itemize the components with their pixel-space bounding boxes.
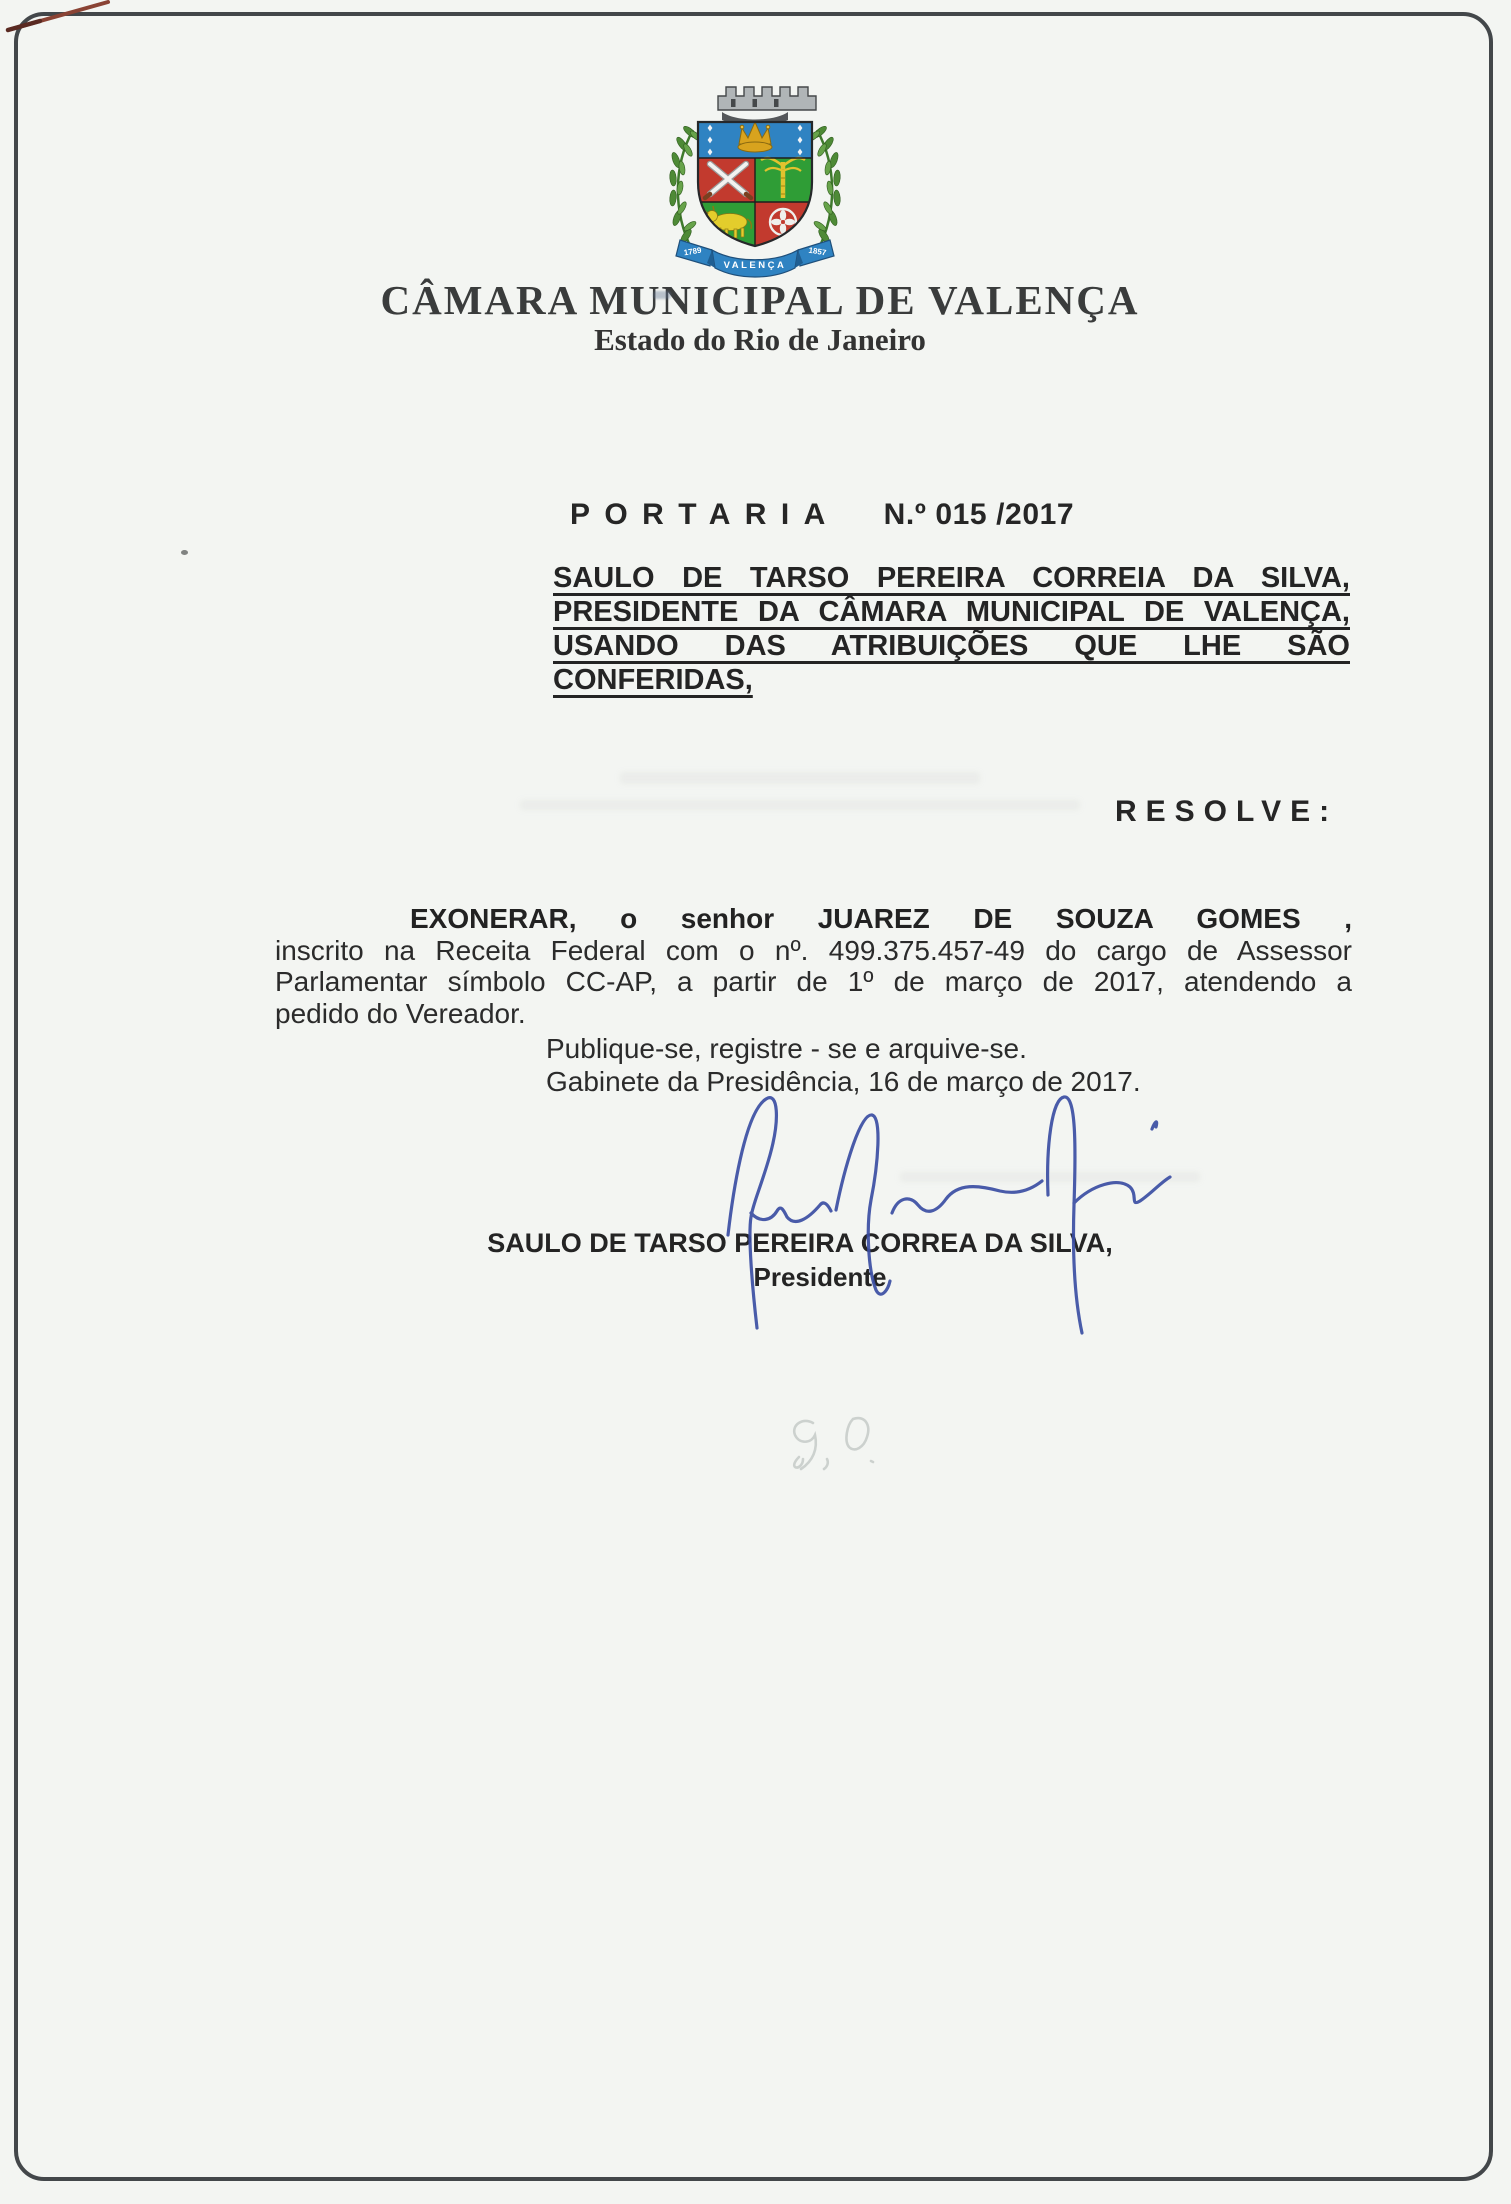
body-line: pedido do Vereador. [275,997,526,1029]
ribbon-year-right: 1857 [807,245,827,258]
publish-line: Publique-se, registre - se e arquive-se. [546,1033,1027,1064]
preamble-line: SAULO DE TARSO PEREIRA CORREIA DA SILVA, [553,562,1350,594]
preamble-paragraph [553,561,1350,697]
org-title: CÂMARA MUNICIPAL DE VALENÇA [380,277,1140,323]
bleed-through-smudge [620,772,980,784]
signer-title: Presidente [753,1262,887,1292]
body-line: EXONERAR, o senhor JUAREZ DE SOUZA GOMES , [410,903,1352,934]
cross-rosette [770,209,796,235]
body-line: Parlamentar símbolo CC-AP, a partir de 1º de março de 2017, atendendo a [275,966,1352,997]
preamble-line: PRESIDENTE DA CÂMARA MUNICIPAL DE VALENÇA, [553,596,1350,628]
signature-ink [640,1085,1200,1355]
org-subtitle: Estado do Rio de Janeiro [594,322,926,357]
corner-fold-mark [0,0,130,45]
shield [698,119,812,248]
scan-smudge [653,291,671,299]
pencil-annotation [775,1395,915,1485]
ribbon-year-left: 1789 [683,245,703,258]
body-line: inscrito na Receita Federal com o nº. 499.375.457-49 do cargo de Assessor [275,934,1352,966]
bleed-through-smudge [520,800,1080,810]
portaria-heading [570,498,1390,532]
body-paragraph [275,903,1352,1029]
cabinet-line: Gabinete da Presidência, 16 de março de 2017. [546,1066,1141,1097]
mural-crown [718,87,816,126]
ribbon-city-name: VALENÇA [723,260,787,271]
valenca-coat-of-arms-icon [660,70,850,282]
portaria-kind-label: PORTARIA [570,498,840,531]
preamble-line: USANDO DAS ATRIBUIÇÕES QUE LHE SÃO [553,630,1350,662]
preamble-line: CONFERIDAS, [553,664,753,696]
resolve-heading: RESOLVE: [1115,795,1339,828]
signer-name: SAULO DE TARSO PEREIRA CORREA DA SILVA, [487,1228,1113,1258]
portaria-number: N.º 015 /2017 [883,498,1075,531]
scan-speck [181,550,188,555]
